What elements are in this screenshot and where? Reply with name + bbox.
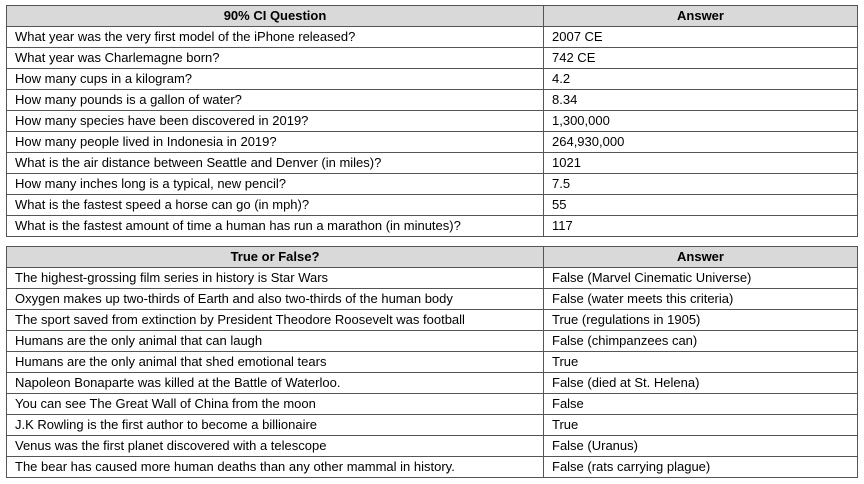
question-cell: What is the fastest speed a horse can go (in mph)? [7,195,544,216]
question-cell: What is the air distance between Seattle and Denver (in miles)? [7,153,544,174]
table-row [7,268,858,289]
answer-cell: False [544,394,858,415]
table-row [7,90,858,111]
table-row [7,373,858,394]
ci-question-table [6,5,858,237]
table-row [7,111,858,132]
table-row [7,216,858,237]
statement-cell: J.K Rowling is the first author to become a billionaire [7,415,544,436]
true-false-table [6,246,858,478]
answer-cell: False (chimpanzees can) [544,331,858,352]
question-cell: How many species have been discovered in 2019? [7,111,544,132]
answer-cell: 742 CE [544,48,858,69]
table-header-row [7,247,858,268]
table-row [7,436,858,457]
answer-cell: 1021 [544,153,858,174]
question-cell: What year was Charlemagne born? [7,48,544,69]
table-row [7,331,858,352]
question-cell: How many inches long is a typical, new pencil? [7,174,544,195]
statement-cell: You can see The Great Wall of China from the moon [7,394,544,415]
question-cell: What year was the very first model of the iPhone released? [7,27,544,48]
table-row [7,153,858,174]
table-row [7,27,858,48]
statement-cell: Venus was the first planet discovered with a telescope [7,436,544,457]
statement-cell: The sport saved from extinction by President Theodore Roosevelt was football [7,310,544,331]
column-header-answer: Answer [544,6,858,27]
answer-cell: 4.2 [544,69,858,90]
answer-cell: 7.5 [544,174,858,195]
statement-cell: The highest-grossing film series in history is Star Wars [7,268,544,289]
table-row [7,457,858,478]
column-header-statement: True or False? [7,247,544,268]
answer-cell: False (water meets this criteria) [544,289,858,310]
answer-cell: True [544,352,858,373]
answer-cell: 2007 CE [544,27,858,48]
table-row [7,48,858,69]
question-cell: How many cups in a kilogram? [7,69,544,90]
answer-cell: 264,930,000 [544,132,858,153]
statement-cell: Humans are the only animal that shed emotional tears [7,352,544,373]
table-row [7,394,858,415]
answer-cell: 117 [544,216,858,237]
answer-cell: True (regulations in 1905) [544,310,858,331]
table-row [7,415,858,436]
answer-cell: 1,300,000 [544,111,858,132]
statement-cell: Oxygen makes up two-thirds of Earth and also two-thirds of the human body [7,289,544,310]
column-header-question: 90% CI Question [7,6,544,27]
statement-cell: The bear has caused more human deaths than any other mammal in history. [7,457,544,478]
answer-cell: False (Marvel Cinematic Universe) [544,268,858,289]
table-row [7,174,858,195]
column-header-answer: Answer [544,247,858,268]
table-row [7,195,858,216]
table-row [7,352,858,373]
table-row [7,132,858,153]
answer-cell: False (Uranus) [544,436,858,457]
table-row [7,289,858,310]
statement-cell: Humans are the only animal that can laugh [7,331,544,352]
question-cell: How many pounds is a gallon of water? [7,90,544,111]
answer-cell: 55 [544,195,858,216]
statement-cell: Napoleon Bonaparte was killed at the Battle of Waterloo. [7,373,544,394]
table-row [7,310,858,331]
table-header-row [7,6,858,27]
question-cell: How many people lived in Indonesia in 2019? [7,132,544,153]
answer-cell: True [544,415,858,436]
answer-cell: False (rats carrying plague) [544,457,858,478]
question-cell: What is the fastest amount of time a human has run a marathon (in minutes)? [7,216,544,237]
answer-cell: 8.34 [544,90,858,111]
table-row [7,69,858,90]
answer-cell: False (died at St. Helena) [544,373,858,394]
